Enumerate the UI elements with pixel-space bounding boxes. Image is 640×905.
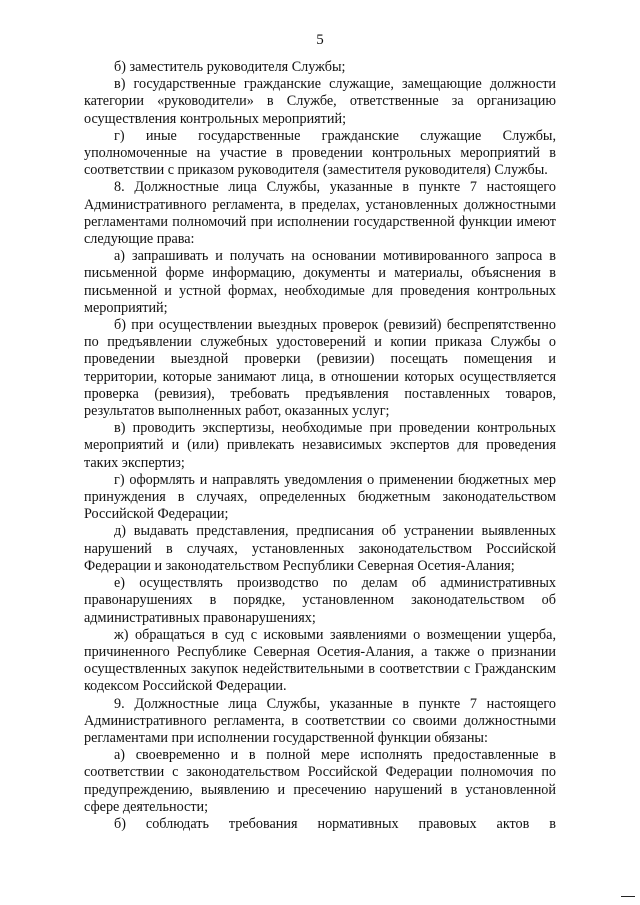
paragraph: д) выдавать представления, предписания об устранении выявленных нарушений в случаях, установленных законодательством Российской Федерации и законодательством Республики Северная Осетия-Алания; bbox=[84, 523, 556, 574]
paragraph: г) оформлять и направлять уведомления о применении бюджетных мер принуждения в случаях, определенных бюджетным законодательством Российской Федерации; bbox=[84, 471, 556, 523]
paragraph: б) заместитель руководителя Службы; bbox=[114, 59, 346, 75]
paragraph: ж) обращаться в суд с исковыми заявлениями о возмещении ущерба, причиненного Республике Северная Осетия-Алания, а также о признании осуществленных закупок недействительными в соответствии с Гражданским кодексом Российской Федерации. bbox=[84, 626, 556, 695]
paragraph: б) соблюдать требования нормативных правовых актов в bbox=[114, 815, 556, 832]
paragraph: 9. Должностные лица Службы, указанные в пункте 7 настоящего Административного регламента, в соответствии со своими должностными регламентами при исполнении государственной функции обязаны: bbox=[84, 695, 556, 746]
scan-edge-mark bbox=[621, 896, 635, 897]
paragraph: в) проводить экспертизы, необходимые при проведении контрольных мероприятий и (или) привлекать независимых экспертов для проведения таких экспертиз; bbox=[84, 420, 556, 471]
paragraph: г) иные государственные гражданские служащие Службы, уполномоченные на участие в проведении контрольных мероприятий в соответствии с приказом руководителя (заместителя руководителя) Службы. bbox=[84, 127, 556, 179]
paragraph: е) осуществлять производство по делам об административных правонарушениях в порядке, установленном законодательством об административных правонарушениях; bbox=[84, 575, 556, 626]
document-body bbox=[84, 59, 556, 833]
paragraph: а) своевременно и в полной мере исполнять предоставленные в соответствии с законодательством Российской Федерации полномочия по предупреждению, выявлению и пресечению нарушений в установленной сфере деятельности; bbox=[84, 747, 556, 815]
paragraph: в) государственные гражданские служащие, замещающие должности категории «руководители» в Службе, ответственные за организацию осуществления контрольных мероприятий; bbox=[84, 76, 556, 127]
paragraph: б) при осуществлении выездных проверок (ревизий) беспрепятственно по предъявлении служебных удостоверений и копии приказа Службы о проведении выездной проверки (ревизии) посещать помещения и территории, которые занимают лица, в отношении которых осуществляется проверка (ревизия), требовать предъявления поставленных товаров, результатов выполненных работ, оказанных услуг; bbox=[84, 317, 556, 420]
paragraph: а) запрашивать и получать на основании мотивированного запроса в письменной форме информацию, документы и материалы, объяснения в письменной и устной формах, необходимые для проведения контрольных мероприятий; bbox=[84, 248, 556, 316]
paragraph: 8. Должностные лица Службы, указанные в пункте 7 настоящего Административного регламента, в пределах, установленных должностными регламентами полномочий при исполнении государственной функции имеют следующие права: bbox=[84, 179, 556, 248]
page-number: 5 bbox=[316, 32, 324, 48]
